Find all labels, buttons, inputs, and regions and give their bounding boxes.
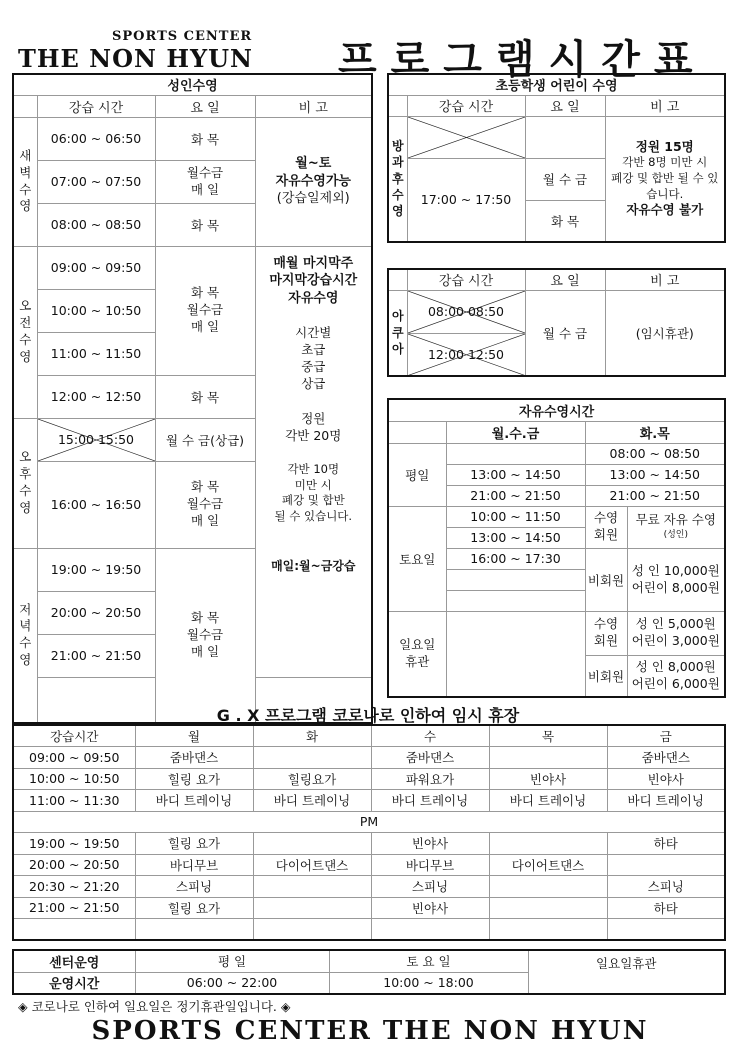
time-cell: 21:00 ~ 21:50 bbox=[446, 485, 585, 506]
days-cell: 월 수 금 bbox=[525, 290, 605, 376]
notes-column bbox=[255, 246, 372, 677]
gx-col-time: 강습시간 bbox=[13, 725, 135, 747]
sunday-closed: 일요일휴관 bbox=[528, 950, 725, 994]
note-daily: 매일:월~금강습 bbox=[271, 559, 356, 574]
gx-class: 하타 bbox=[607, 833, 725, 855]
cancelled-time-cell bbox=[407, 116, 525, 158]
gx-class: 빈야사 bbox=[371, 833, 489, 855]
days-cell: 월수금 매 일 bbox=[155, 160, 255, 203]
time-cell: 10:00 ~ 10:50 bbox=[37, 289, 155, 332]
time-cell: 13:00 ~ 14:50 bbox=[585, 464, 725, 485]
morning-label: 오 전 수 영 bbox=[13, 246, 37, 418]
sat-member-fee-text: 무료 자유 수영 bbox=[635, 512, 716, 528]
operation-table bbox=[12, 949, 726, 995]
free-swim-title: 자유수영시간 bbox=[388, 399, 725, 421]
cancelled-time: 08:00 08:50 bbox=[427, 304, 505, 319]
gx-time: 20:30 ~ 21:20 bbox=[13, 876, 135, 898]
operation-label: 센터운영 bbox=[13, 950, 135, 972]
time-cell: 08:00 ~ 08:50 bbox=[585, 443, 725, 464]
col-notes: 비 고 bbox=[605, 269, 725, 290]
gx-time: 11:00 ~ 11:30 bbox=[13, 790, 135, 812]
gx-time: 10:00 ~ 10:50 bbox=[13, 768, 135, 790]
days-cell: 화 목 월수금 매 일 bbox=[155, 246, 255, 375]
gx-class: 바디무브 bbox=[371, 854, 489, 876]
note-free-swim-text: 월~토 자유수영가능 bbox=[275, 156, 351, 189]
adult-swim-title: 성인수영 bbox=[13, 74, 372, 95]
gx-row bbox=[13, 790, 725, 812]
days-cell: 화 목 bbox=[155, 117, 255, 160]
gx-class: 힐링 요가 bbox=[135, 768, 253, 790]
gx-class: 스피닝 bbox=[371, 876, 489, 898]
gx-col-fri: 금 bbox=[607, 725, 725, 747]
footer-brand: SPORTS CENTER THE NON HYUN bbox=[91, 1016, 649, 1046]
col-days: 요 일 bbox=[525, 95, 605, 116]
gx-row bbox=[13, 833, 725, 855]
gx-class bbox=[489, 833, 607, 855]
dawn-label: 새 벽 수 영 bbox=[13, 117, 37, 246]
gx-class: 하타 bbox=[607, 897, 725, 919]
kids-capacity: 정원 15명 bbox=[635, 138, 694, 154]
cancelled-time-cell bbox=[407, 333, 525, 376]
kids-swim-title: 초등학생 어린이 수영 bbox=[388, 74, 725, 95]
gx-class: 바디 트레이닝 bbox=[253, 790, 371, 812]
gx-col-tue: 화 bbox=[253, 725, 371, 747]
nonmember-label: 비회원 bbox=[585, 548, 627, 611]
gx-class: 빈야사 bbox=[607, 768, 725, 790]
gx-col-thu: 목 bbox=[489, 725, 607, 747]
gx-class: 바디 트레이닝 bbox=[135, 790, 253, 812]
gx-row bbox=[13, 854, 725, 876]
gx-time: 21:00 ~ 21:50 bbox=[13, 897, 135, 919]
gx-class: 파워요가 bbox=[371, 768, 489, 790]
cancelled-time-cell bbox=[37, 418, 155, 461]
kids-no-free-swim: 자유수영 불가 bbox=[626, 202, 704, 218]
gx-col-mon: 월 bbox=[135, 725, 253, 747]
gx-class: 빈야사 bbox=[371, 897, 489, 919]
gx-class: 줌바댄스 bbox=[135, 747, 253, 769]
gx-class: 바디 트레이닝 bbox=[489, 790, 607, 812]
sat-nonmember-fee: 성 인 10,000원 어린이 8,000원 bbox=[627, 548, 725, 611]
evening-label: 저 녁 수 영 bbox=[13, 548, 37, 723]
days-cell: 월 수 금(상급) bbox=[155, 418, 255, 461]
gx-class: 스피닝 bbox=[607, 876, 725, 898]
days-cell: 월 수 금 bbox=[525, 158, 605, 200]
sunday-label: 일요일 휴관 bbox=[388, 611, 446, 697]
gx-row bbox=[13, 876, 725, 898]
time-cell: 07:00 ~ 07:50 bbox=[37, 160, 155, 203]
weekday-header: 평 일 bbox=[135, 950, 329, 972]
time-cell: 17:00 ~ 17:50 bbox=[407, 158, 525, 242]
sun-nonmember-fee: 성 인 8,000원 어린이 6,000원 bbox=[627, 655, 725, 697]
cancelled-time: 15:00 15:50 bbox=[57, 432, 135, 447]
time-cell: 06:00 ~ 06:50 bbox=[37, 117, 155, 160]
time-cell: 16:00 ~ 17:30 bbox=[446, 548, 585, 569]
gx-pm-divider: PM bbox=[13, 811, 725, 833]
col-time: 강습 시간 bbox=[407, 269, 525, 290]
gx-class bbox=[607, 854, 725, 876]
gx-time: 09:00 ~ 09:50 bbox=[13, 747, 135, 769]
time-cell: 13:00 ~ 14:50 bbox=[446, 464, 585, 485]
gx-class: 바디 트레이닝 bbox=[371, 790, 489, 812]
time-cell: 13:00 ~ 14:50 bbox=[446, 527, 585, 548]
gx-row bbox=[13, 897, 725, 919]
saturday-label: 토요일 bbox=[388, 506, 446, 611]
gx-class bbox=[253, 897, 371, 919]
time-cell: 21:00 ~ 21:50 bbox=[585, 485, 725, 506]
adult-swim-table bbox=[12, 73, 373, 724]
gx-col-wed: 수 bbox=[371, 725, 489, 747]
gx-class: 힐링 요가 bbox=[135, 833, 253, 855]
sunday-notice: ◈ 코로나로 인하여 일요일은 정기휴관일입니다. ◈ bbox=[18, 999, 291, 1014]
time-cell: 19:00 ~ 19:50 bbox=[37, 548, 155, 591]
gx-class bbox=[489, 747, 607, 769]
time-cell: 16:00 ~ 16:50 bbox=[37, 461, 155, 548]
gx-row bbox=[13, 768, 725, 790]
weekday-hours: 06:00 ~ 22:00 bbox=[135, 972, 329, 994]
gx-class: 바디 트레이닝 bbox=[607, 790, 725, 812]
sat-member-fee bbox=[627, 506, 725, 548]
time-cell: 21:00 ~ 21:50 bbox=[37, 634, 155, 677]
col-days: 요 일 bbox=[525, 269, 605, 290]
time-cell: 10:00 ~ 11:50 bbox=[446, 506, 585, 527]
gx-class: 빈야사 bbox=[489, 768, 607, 790]
gx-class: 줌바댄스 bbox=[607, 747, 725, 769]
gx-class: 다이어트댄스 bbox=[253, 854, 371, 876]
cross-out-mark bbox=[408, 117, 525, 158]
days-cell: 화 목 bbox=[155, 375, 255, 418]
sat-member-fee-sub: (성인) bbox=[663, 530, 688, 541]
gx-class: 스피닝 bbox=[135, 876, 253, 898]
hours-label: 운영시간 bbox=[13, 972, 135, 994]
col-notes: 비 고 bbox=[605, 95, 725, 116]
gx-class bbox=[253, 747, 371, 769]
kids-notes bbox=[605, 116, 725, 242]
note-free-swim bbox=[255, 117, 372, 246]
gx-class: 힐링요가 bbox=[253, 768, 371, 790]
saturday-header: 토 요 일 bbox=[329, 950, 528, 972]
gx-title: G . X 프로그램 코로나로 인하여 임시 휴장 bbox=[216, 706, 520, 725]
gx-row bbox=[13, 747, 725, 769]
col-time: 강습 시간 bbox=[37, 95, 155, 117]
kids-swim-table bbox=[387, 73, 726, 243]
gx-class: 다이어트댄스 bbox=[489, 854, 607, 876]
gx-class bbox=[253, 833, 371, 855]
days-cell: 화 목 월수금 매 일 bbox=[155, 461, 255, 548]
gx-class bbox=[489, 897, 607, 919]
aqua-label: 아 쿠 아 bbox=[388, 290, 407, 376]
sun-member-fee: 성 인 5,000원 어린이 3,000원 bbox=[627, 611, 725, 655]
brand-name: THE NON HYUN bbox=[18, 44, 253, 73]
note-last-week: 매월 마지막주 마지막강습시간 자유수영 bbox=[269, 255, 358, 306]
time-cell: 09:00 ~ 09:50 bbox=[37, 246, 155, 289]
note-free-swim-sub: (강습일제외) bbox=[276, 191, 350, 207]
gx-table bbox=[12, 724, 726, 941]
after-school-label: 방 과 후 수 영 bbox=[388, 116, 407, 242]
gx-class: 줌바댄스 bbox=[371, 747, 489, 769]
member-label: 수영 회원 bbox=[585, 506, 627, 548]
cancelled-time: 12:00 12:50 bbox=[427, 346, 505, 362]
days-cell: 화 목 bbox=[155, 203, 255, 246]
time-cell: 12:00 ~ 12:50 bbox=[37, 375, 155, 418]
gx-time: 20:00 ~ 20:50 bbox=[13, 854, 135, 876]
days-cell: 화 목 bbox=[525, 200, 605, 242]
afternoon-label: 오 후 수 영 bbox=[13, 418, 37, 548]
nonmember-label: 비회원 bbox=[585, 655, 627, 697]
gx-time: 19:00 ~ 19:50 bbox=[13, 833, 135, 855]
gx-class: 바디무브 bbox=[135, 854, 253, 876]
time-cell: 11:00 ~ 11:50 bbox=[37, 332, 155, 375]
col-notes: 비 고 bbox=[255, 95, 372, 117]
gx-class bbox=[253, 876, 371, 898]
page-title: 프로그램시간표 bbox=[338, 36, 707, 83]
kids-cancel-note: 각반 8명 미만 시 폐강 및 합반 될 수 있 습니다. bbox=[611, 155, 719, 201]
member-label: 수영 회원 bbox=[585, 611, 627, 655]
aqua-table bbox=[387, 268, 726, 377]
note-levels: 시간별 초급 중급 상급 bbox=[295, 325, 332, 391]
time-cell: 20:00 ~ 20:50 bbox=[37, 591, 155, 634]
note-cancel: 각반 10명 미만 시 폐강 및 합반 될 수 있습니다. bbox=[274, 462, 353, 523]
col-days: 요 일 bbox=[155, 95, 255, 117]
saturday-hours: 10:00 ~ 18:00 bbox=[329, 972, 528, 994]
days-cell: 화 목 월수금 매 일 bbox=[155, 548, 255, 723]
note-capacity: 정원 각반 20명 bbox=[285, 410, 342, 443]
gx-class: 힐링 요가 bbox=[135, 897, 253, 919]
weekday-label: 평일 bbox=[388, 443, 446, 506]
gx-class bbox=[489, 876, 607, 898]
free-swim-table bbox=[387, 398, 726, 698]
time-cell: 08:00 ~ 08:50 bbox=[37, 203, 155, 246]
col-tt: 화.목 bbox=[585, 421, 725, 443]
col-time: 강습 시간 bbox=[407, 95, 525, 116]
cancelled-time-cell bbox=[407, 290, 525, 333]
brand-small: SPORTS CENTER bbox=[112, 29, 253, 44]
aqua-note: (임시휴관) bbox=[605, 290, 725, 376]
col-mwf: 월.수.금 bbox=[446, 421, 585, 443]
